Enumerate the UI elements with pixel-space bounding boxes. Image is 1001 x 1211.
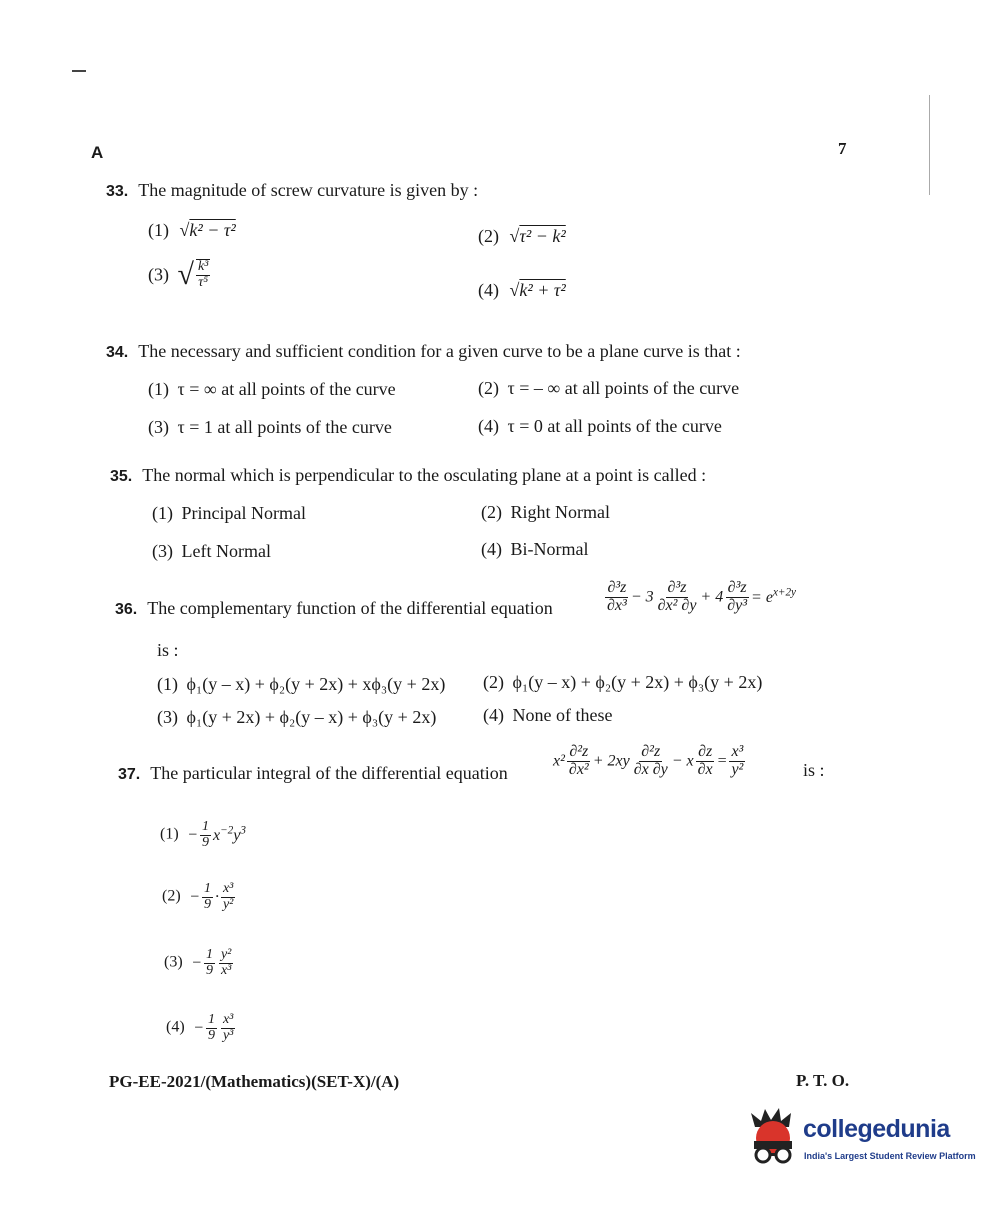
scan-mark-right (929, 95, 930, 195)
q33-option-3[interactable] (148, 258, 212, 292)
option-text: Left Normal (181, 541, 271, 561)
q33-option-1[interactable] (148, 220, 236, 241)
pto-label: P. T. O. (796, 1071, 850, 1090)
q37-option-3[interactable] (164, 948, 235, 978)
scan-mark-left (72, 70, 86, 72)
page-number: 7 (838, 139, 847, 158)
option-label: (2) (162, 887, 181, 905)
q35-option-1[interactable] (152, 503, 306, 524)
q37-option-4[interactable] (166, 1013, 237, 1043)
option-label: (3) (152, 541, 173, 561)
brand-name: collegedunia (803, 1115, 950, 1143)
q36-text-after: is : (157, 640, 179, 660)
q37-equation: x² $\frac{\text{∂²z}}{\text{∂x²}}$ + 2xy $\frac{\text{∂²z}}{\partial x \partial y}$ − x $\frac{\partial z}{\partial x}$ = $\frac{\text{x³}}{\text{y²}}$ (553, 743, 744, 778)
question-number: 33. (106, 183, 129, 200)
question-number: 37. (118, 766, 141, 783)
option-label: (2) (478, 378, 499, 398)
question-text: The complementary function of the differential equation (147, 598, 553, 618)
question-37 (118, 763, 508, 784)
question-text: The normal which is perpendicular to the osculating plane at a point is called : (142, 465, 707, 485)
option-label: (1) (157, 674, 178, 694)
paper-code: PG-EE-2021/(Mathematics)(SET-X)/(A) (109, 1072, 400, 1091)
option-label: (3) (164, 953, 183, 971)
q33-option-4[interactable] (478, 280, 566, 301)
q36-option-1[interactable] (157, 674, 445, 695)
option-label: (2) (478, 226, 499, 246)
option-text: τ = – ∞ at all points of the curve (507, 378, 740, 398)
q34-option-1[interactable] (148, 379, 396, 400)
option-text: τ = ∞ at all points of the curve (177, 379, 396, 399)
q34-option-3[interactable] (148, 417, 392, 438)
option-text: ϕ₁(y + 2x) + ϕ₂(y – x) + ϕ₃(y + 2x) (186, 707, 437, 727)
question-33 (106, 180, 478, 201)
question-36 (115, 598, 553, 619)
option-label: (1) (148, 220, 169, 240)
option-label: (4) (481, 539, 502, 559)
q36-option-2[interactable] (483, 672, 762, 693)
option-text: Bi-Normal (510, 539, 589, 559)
option-label: (1) (152, 503, 173, 523)
option-label: (4) (166, 1018, 185, 1036)
q37-option-2[interactable] (162, 882, 237, 912)
option-math: √τ² − k² (509, 226, 566, 246)
q37-option-1[interactable] (160, 820, 246, 850)
option-text: None of these (512, 705, 613, 725)
option-label: (4) (483, 705, 504, 725)
q35-option-3[interactable] (152, 541, 271, 562)
brand-tagline: India's Largest Student Review Platform (804, 1151, 976, 1161)
question-number: 36. (115, 601, 138, 618)
option-label: (3) (157, 707, 178, 727)
option-label: (4) (478, 280, 499, 300)
option-text: ϕ₁(y – x) + ϕ₂(y + 2x) + ϕ₃(y + 2x) (512, 672, 763, 692)
option-text: τ = 0 at all points of the curve (507, 416, 722, 436)
option-math: √k² − τ² (179, 220, 236, 240)
q34-option-4[interactable] (478, 416, 722, 437)
q36-equation: $\frac{\text{∂³z}}{\text{∂x³}}$ − 3 $\frac{\text{∂³z}}{\text{∂x² ∂y}}$ + 4 $\frac{\text{∂³z}}{\text{∂y³}}$ = $e^{x+2y}$ (607, 579, 797, 614)
q37-text-after: is : (803, 760, 825, 780)
option-label: (2) (481, 502, 502, 522)
q35-option-4[interactable] (481, 539, 589, 560)
option-text: Right Normal (510, 502, 610, 522)
collegedunia-watermark (745, 1105, 976, 1170)
option-text: ϕ₁(y – x) + ϕ₂(y + 2x) + xϕ₃(y + 2x) (186, 674, 446, 694)
question-number: 34. (106, 344, 129, 361)
question-text: The particular integral of the differential equation (150, 763, 508, 783)
set-code: A (91, 143, 104, 162)
option-math: − $\frac{1}{9}$ $\frac{\text{x³}}{\text{y³}}$ (193, 1012, 234, 1043)
question-34 (106, 341, 741, 362)
question-number: 35. (110, 468, 133, 485)
question-text: The magnitude of screw curvature is given by : (138, 180, 479, 200)
option-label: (1) (160, 825, 179, 843)
option-math: − $\frac{1}{9}$ $\frac{\text{y²}}{\text{x³}}$ (191, 947, 232, 978)
option-label: (2) (483, 672, 504, 692)
option-label: (3) (148, 264, 169, 285)
option-math: √ $\frac{\text{k³}}{\text{τ⁵}}$ (177, 258, 209, 291)
option-math: − $\frac{1}{9}$ · $\frac{\text{x³}}{\text{y²}}$ (189, 881, 234, 912)
q33-option-2[interactable] (478, 226, 566, 247)
question-35 (110, 465, 706, 486)
option-math: − $\frac{1}{9}$ $x^{-2}y^3$ (187, 819, 246, 850)
mascot-icon (745, 1105, 801, 1167)
q36-option-4[interactable] (483, 705, 612, 726)
question-text: The necessary and sufficient condition for a given curve to be a plane curve is that : (138, 341, 741, 361)
q34-option-2[interactable] (478, 378, 739, 399)
option-label: (1) (148, 379, 169, 399)
option-text: τ = 1 at all points of the curve (177, 417, 392, 437)
q36-option-3[interactable] (157, 707, 436, 728)
option-label: (4) (478, 416, 499, 436)
option-label: (3) (148, 417, 169, 437)
q35-option-2[interactable] (481, 502, 610, 523)
option-text: Principal Normal (181, 503, 306, 523)
option-math: √k² + τ² (509, 280, 566, 300)
